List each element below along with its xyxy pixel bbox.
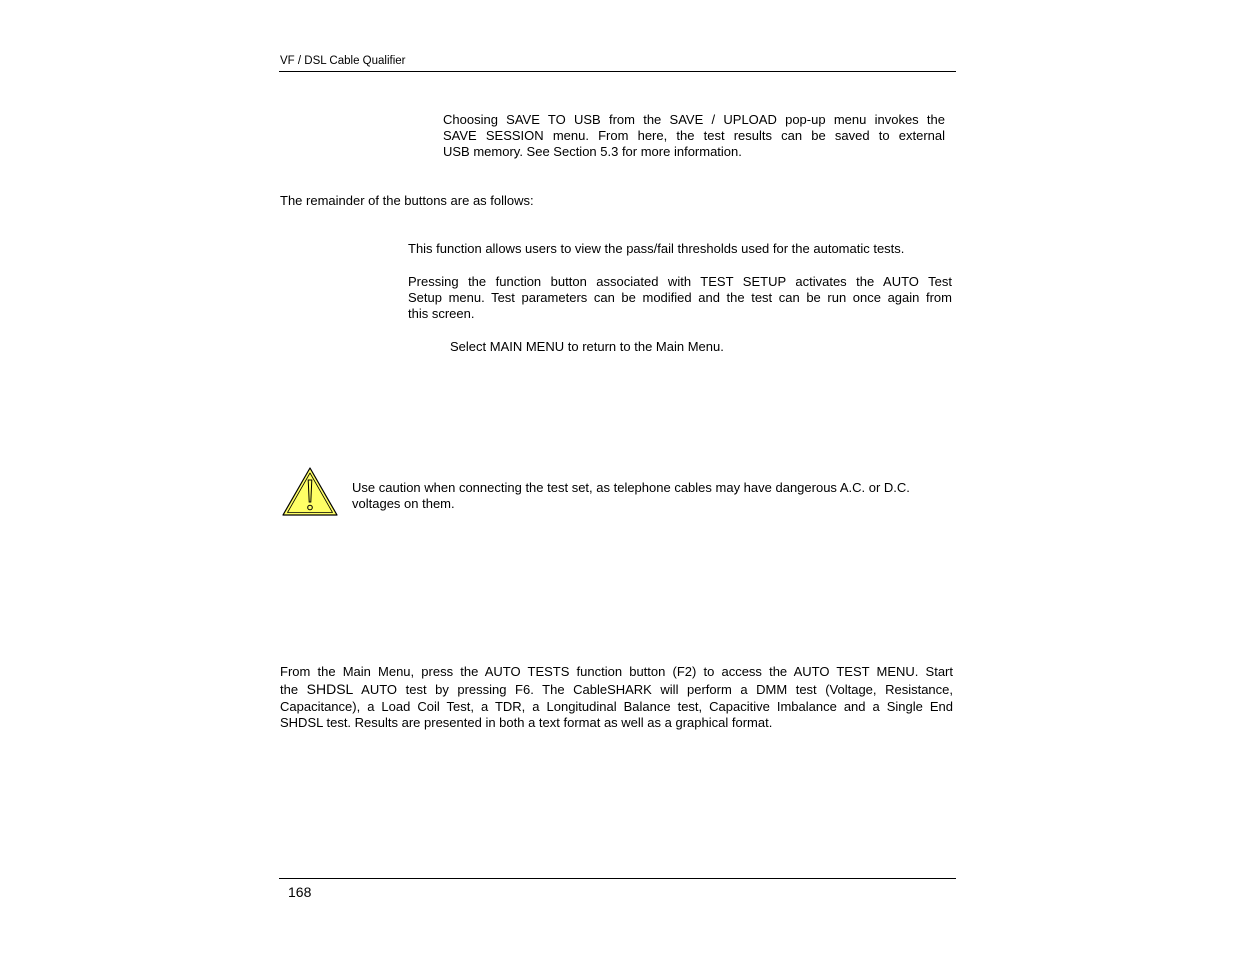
- shdsl-term: SHDSL: [306, 681, 354, 697]
- paragraph-line: SAVE SESSION menu. From here, the test results can be saved to external: [443, 128, 945, 143]
- paragraph-line: SHDSL test. Results are presented in both a text format as well as a graphical format.: [280, 715, 773, 730]
- page-number: 168: [288, 884, 312, 900]
- remainder-text: The remainder of the buttons are as follows:: [280, 193, 534, 208]
- running-header: VF / DSL Cable Qualifier: [280, 55, 406, 67]
- save-usb-paragraph: [443, 112, 945, 160]
- warning-triangle-icon: [281, 466, 339, 518]
- main-menu-text: Select MAIN MENU to return to the Main Menu.: [450, 339, 724, 354]
- paragraph-line-shdsl: [280, 680, 953, 699]
- paragraph-line: From the Main Menu, press the AUTO TESTS function button (F2) to access the AUTO TEST MENU. Start: [280, 664, 953, 679]
- test-setup-paragraph: [408, 274, 952, 322]
- footer-rule: [279, 878, 956, 879]
- paragraph-line: Choosing SAVE TO USB from the SAVE / UPLOAD pop-up menu invokes the: [443, 112, 945, 127]
- paragraph-line: Pressing the function button associated with TEST SETUP activates the AUTO Test: [408, 274, 952, 289]
- line-suffix: AUTO test by pressing F6. The CableSHARK will perform a DMM test (Voltage, Resistance,: [361, 682, 953, 697]
- paragraph-line: this screen.: [408, 306, 475, 321]
- paragraph-line: Setup menu. Test parameters can be modified and the test can be run once again from: [408, 290, 952, 305]
- auto-test-paragraph: [280, 664, 953, 731]
- paragraph-line: USB memory. See Section 5.3 for more information.: [443, 144, 742, 159]
- caution-text: [352, 480, 954, 512]
- thresholds-text: This function allows users to view the pass/fail thresholds used for the automatic tests.: [408, 241, 905, 256]
- header-rule: [279, 71, 956, 72]
- caution-line: Use caution when connecting the test set, as telephone cables may have dangerous A.C. or D.C.: [352, 480, 910, 495]
- paragraph-line: Capacitance), a Load Coil Test, a TDR, a Longitudinal Balance test, Capacitive Imbalance and a Single End: [280, 699, 953, 714]
- line-prefix: the: [280, 682, 299, 697]
- caution-line: voltages on them.: [352, 496, 455, 511]
